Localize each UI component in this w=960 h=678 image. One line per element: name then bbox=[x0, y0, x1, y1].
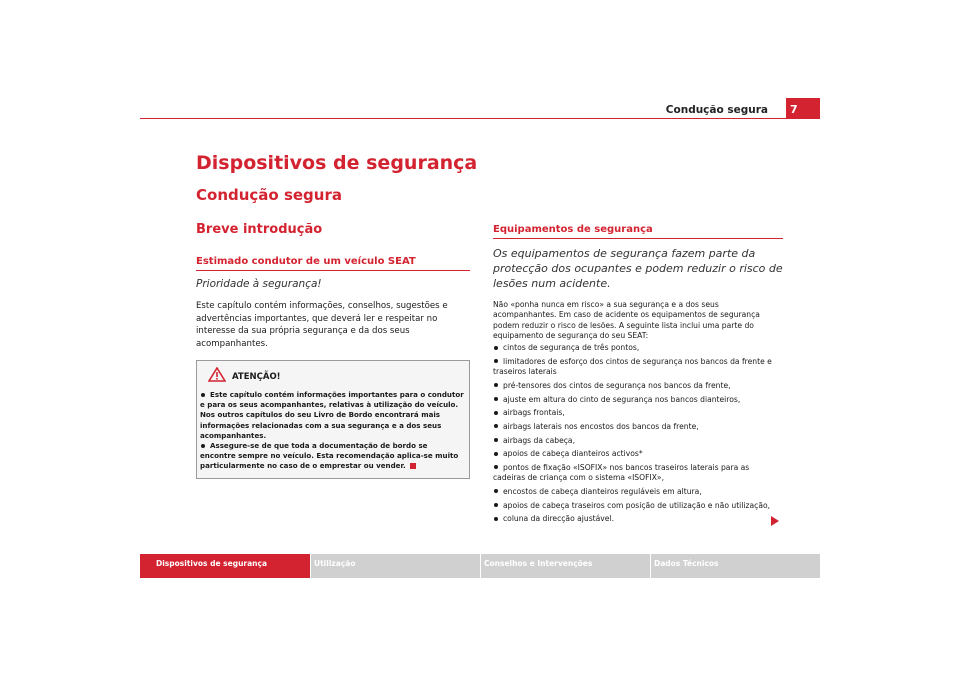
bullet-icon bbox=[494, 452, 498, 456]
bullet-icon bbox=[494, 359, 498, 363]
bullet-icon bbox=[201, 393, 205, 397]
footer-nav bbox=[140, 554, 820, 578]
list-item: encostos de cabeça dianteiros reguláveis em altura, bbox=[493, 487, 783, 497]
list-item: airbags frontais, bbox=[493, 408, 783, 418]
footer-tab-safety[interactable]: Dispositivos de segurança bbox=[140, 554, 310, 578]
list-item: airbags laterais nos encostos dos bancos da frente, bbox=[493, 422, 783, 432]
footer-tab-usage[interactable]: Utilização bbox=[310, 554, 480, 578]
chapter-title: Dispositivos de segurança bbox=[196, 152, 478, 174]
warning-box bbox=[196, 360, 470, 479]
bullet-icon bbox=[494, 517, 498, 521]
left-body: Este capítulo contém informações, conselhos, sugestões e advertências importantes, que deverá ler e respeitar no interesse da sua própria segurança e da dos seus acompanhantes. bbox=[196, 301, 448, 349]
header-title: Condução segura bbox=[665, 104, 768, 116]
bullet-icon bbox=[494, 503, 498, 507]
page-number: 7 bbox=[786, 98, 820, 119]
continue-arrow-icon bbox=[771, 516, 779, 526]
section-title: Condução segura bbox=[196, 186, 342, 204]
safety-equipment-list bbox=[493, 343, 783, 524]
list-item: airbags da cabeça, bbox=[493, 436, 783, 446]
list-item: apoios de cabeça traseiros com posição de utilização e não utilização, bbox=[493, 501, 783, 511]
left-subheading: Estimado condutor de um veículo SEAT bbox=[196, 256, 470, 271]
list-item: ajuste em altura do cinto de segurança nos bancos dianteiros, bbox=[493, 395, 783, 405]
bullet-icon bbox=[494, 346, 498, 350]
footer-tab-technical-data[interactable]: Dados Técnicos bbox=[650, 554, 820, 578]
right-subheading: Equipamentos de segurança bbox=[493, 224, 783, 239]
left-column bbox=[196, 256, 470, 479]
right-intro: Os equipamentos de segurança fazem parte da protecção dos ocupantes e podem reduzir o risco de lesões num acidente. bbox=[493, 247, 783, 290]
bullet-icon bbox=[494, 438, 498, 442]
bullet-icon bbox=[201, 444, 205, 448]
warning-triangle-icon bbox=[208, 367, 226, 386]
bullet-icon bbox=[494, 424, 498, 428]
header-rule bbox=[140, 118, 820, 119]
section-end-icon bbox=[410, 463, 416, 469]
bullet-icon bbox=[494, 383, 498, 387]
bullet-icon bbox=[494, 397, 498, 401]
list-item: pré-tensores dos cintos de segurança nos bancos da frente, bbox=[493, 381, 783, 391]
footer-tab-advice[interactable]: Conselhos e Intervenções bbox=[480, 554, 650, 578]
list-item: limitadores de esforço dos cintos de segurança nos bancos da frente e traseiros laterais bbox=[493, 356, 772, 377]
bullet-icon bbox=[494, 489, 498, 493]
subsection-title: Breve introdução bbox=[196, 222, 323, 237]
warning-item: Assegure-se de que toda a documentação de bordo se encontre sempre no veículo. Esta recomendação aplica-se muito particularmente no caso de o emprestar ou vender. bbox=[200, 441, 459, 471]
left-intro: Prioridade à segurança! bbox=[196, 278, 322, 290]
list-item: cintos de segurança de três pontos, bbox=[493, 343, 783, 353]
warning-header bbox=[208, 367, 465, 386]
list-item: apoios de cabeça dianteiros activos* bbox=[493, 449, 783, 459]
right-body: Não «ponha nunca em risco» a sua segurança e a dos seus acompanhantes. Em caso de acidente os equipamentos de segurança podem reduzir o risco de lesões. A seguinte lista inclui uma parte do equipamento de segurança do seu SEAT: bbox=[493, 300, 760, 340]
right-column bbox=[493, 224, 783, 528]
bullet-icon bbox=[494, 411, 498, 415]
warning-title: ATENÇÃO! bbox=[232, 371, 281, 382]
list-item: coluna da direcção ajustável. bbox=[493, 514, 783, 524]
bullet-icon bbox=[494, 465, 498, 469]
list-item: pontos de fixação «ISOFIX» nos bancos traseiros laterais para as cadeiras de criança com o sistema «ISOFIX», bbox=[493, 462, 750, 483]
warning-item: Este capítulo contém informações importantes para o condutor e para os seus acompanhantes, relativas à utilização do veículo. Nos outros capítulos do seu Livro de Bordo encontrará mais informações relacionadas com a sua segurança e a dos seus acompanhantes. bbox=[200, 390, 464, 440]
